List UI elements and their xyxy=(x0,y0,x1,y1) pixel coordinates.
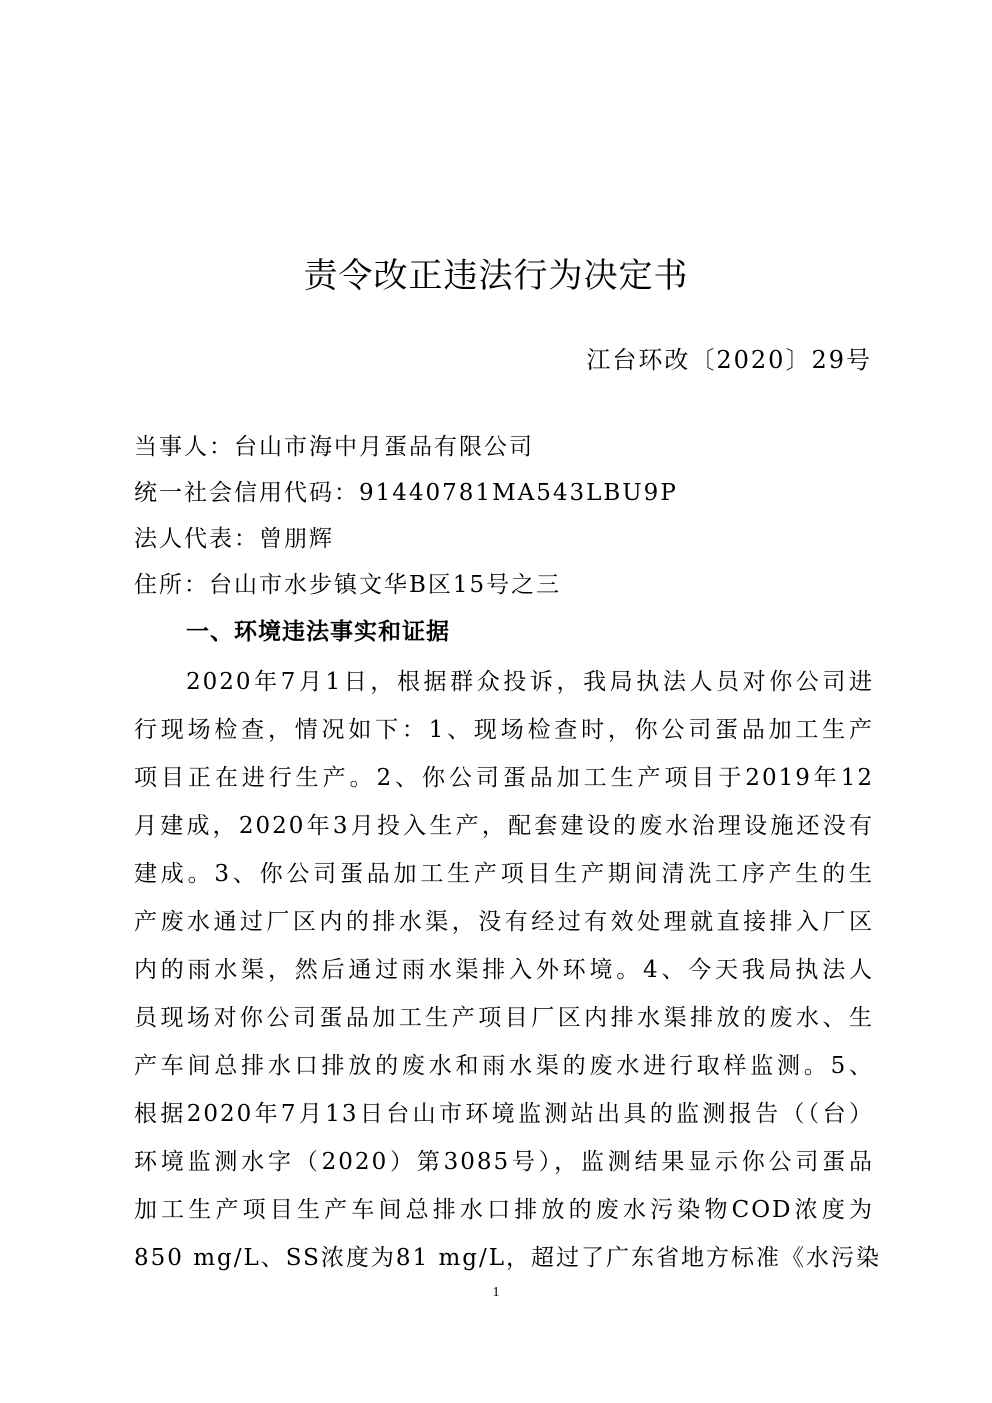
body-line: 行现场检查，情况如下：1、现场检查时，你公司蛋品加工生产 xyxy=(134,717,874,743)
document-title: 责令改正违法行为决定书 xyxy=(303,256,689,296)
body-line: 产废水通过厂区内的排水渠，没有经过有效处理就直接排入厂区 xyxy=(134,909,874,935)
party-line: 当事人：台山市海中月蛋品有限公司 xyxy=(134,434,534,460)
body-line: 加工生产项目生产车间总排水口排放的废水污染物COD浓度为 xyxy=(134,1197,874,1223)
section-heading: 一、环境违法事实和证据 xyxy=(186,619,450,645)
body-line: 产车间总排水口排放的废水和雨水渠的废水进行取样监测。5、 xyxy=(134,1053,874,1079)
body-line: 内的雨水渠，然后通过雨水渠排入外环境。4、今天我局执法人 xyxy=(134,957,874,983)
address-line: 住所：台山市水步镇文华B区15号之三 xyxy=(134,572,562,598)
body-line: 2020年7月1日，根据群众投诉，我局执法人员对你公司进 xyxy=(186,669,874,695)
legal-representative-line: 法人代表：曾朋辉 xyxy=(134,526,334,552)
body-line: 环境监测水字（2020）第3085号），监测结果显示你公司蛋品 xyxy=(134,1149,874,1175)
page-number: 1 xyxy=(492,1285,500,1300)
body-line: 项目正在进行生产。2、你公司蛋品加工生产项目于2019年12 xyxy=(134,765,874,791)
body-line: 根据2020年7月13日台山市环境监测站出具的监测报告（（台） xyxy=(134,1101,874,1127)
body-paragraph xyxy=(134,658,882,1282)
body-line: 月建成，2020年3月投入生产，配套建设的废水治理设施还没有 xyxy=(134,813,874,839)
document-number: 江台环改〔2020〕29号 xyxy=(586,346,872,374)
body-line: 建成。3、你公司蛋品加工生产项目生产期间清洗工序产生的生 xyxy=(134,861,874,887)
body-line: 员现场对你公司蛋品加工生产项目厂区内排水渠排放的废水、生 xyxy=(134,1005,874,1031)
body-line: 850 mg/L、SS浓度为81 mg/L，超过了广东省地方标准《水污染 xyxy=(134,1245,882,1271)
credit-code-line: 统一社会信用代码：91440781MA543LBU9P xyxy=(134,480,678,506)
